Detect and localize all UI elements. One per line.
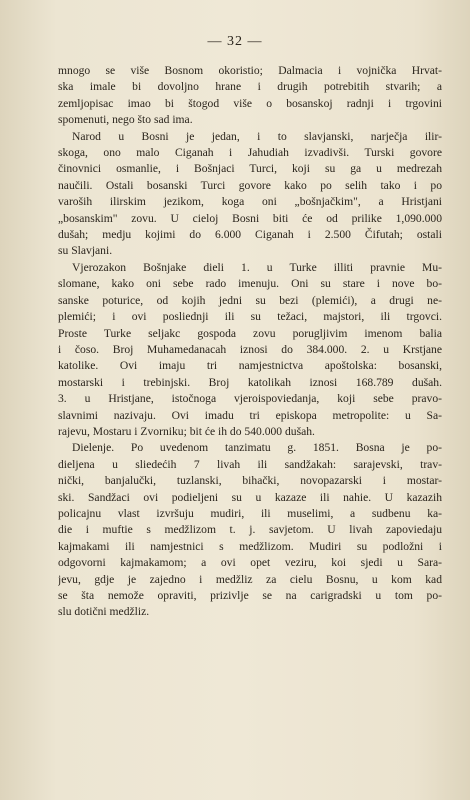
- paragraph: [58, 63, 442, 129]
- text-line: skoga, ono malo Ciganah i Jahudiah izvadivši. Turski govore: [58, 146, 442, 160]
- text-line: policajnu vlast izvršuju mudiri, ili muselimi, a sudbenu ka-: [58, 506, 442, 520]
- text-line: ski. Sandžaci ovi podieljeni su u kazaze ili nahie. U kazazih: [58, 490, 442, 504]
- text-line: katolike. Ovi imaju tri namjestnictva apoštolska: bosanski,: [58, 359, 442, 373]
- text-line: „bosanskim" zovu. U cieloj Bosni biti će od prilike 1,090.000: [58, 211, 442, 225]
- text-line: nički, banjalučki, tuzlanski, bihački, novopazarski i mostar-: [58, 474, 442, 488]
- text-line: dieljena u sliedećih 7 livah ili sandžakah: sarajevski, trav-: [58, 457, 442, 471]
- text-line: sanske poturice, od kojih jedni su bezi (plemići), a drugi ne-: [58, 293, 442, 307]
- text-line: naučili. Ostali bosanski Turci govore kako po selih tako i po: [58, 178, 442, 192]
- text-line: Narod u Bosni je jedan, i to slavjanski, narječja ilir-: [72, 129, 442, 143]
- text-line: zemljopisac imao bi štogod više o bosanskoj radnji i trgovini: [58, 96, 442, 110]
- body-text: [58, 63, 442, 621]
- text-line: plemići; i ovi posliednji ili su težaci, majstori, ili trgovci.: [58, 310, 442, 324]
- text-line: slavnimi nazivaju. Ovi imadu tri episkopa metropolite: u Sa-: [58, 408, 442, 422]
- text-line: rajevu, Mostaru i Zvorniku; bit će ih do 540.000 dušah.: [58, 424, 315, 438]
- text-line: činovnici osmanlie, i Bošnjaci Turci, koji su ga u medrezah: [58, 162, 442, 176]
- text-line: jevu, gdje je zajedno i medžliz za cielu Bosnu, u kom kad: [58, 572, 442, 586]
- text-line: ska imale bi dovoljno hrane i drugih potrebitih stvarih; a: [58, 80, 442, 94]
- text-line: odgovorni kajmakamom; a ovi opet veziru, koi sjedi u Sara-: [58, 556, 442, 570]
- text-line: Vjerozakon Bošnjake dieli 1. u Turke illiti pravnie Mu-: [72, 260, 442, 274]
- text-line: varoših ilirskim jezikom, koga oni „bošnjačkim", a Hristjani: [58, 195, 442, 209]
- text-line: Dielenje. Po uvedenom tanzimatu g. 1851. Bosna je po-: [72, 441, 442, 455]
- text-line: 3. u Hristjane, istočnoga vjeroispoviedanja, koji sebe pravo-: [58, 392, 442, 406]
- text-line: su Slavjani.: [58, 244, 113, 258]
- text-line: mnogo se više Bosnom okoristio; Dalmacia i vojnička Hrvat-: [58, 64, 442, 77]
- text-line: kajmakami ili namjestnici s medžlizom. Mudiri su podložni i: [58, 539, 442, 553]
- text-line: dušah; medju kojimi do 6.000 Ciganah i 2.500 Čifutah; ostali: [58, 228, 442, 242]
- paragraph: [58, 440, 442, 620]
- text-line: mostarski i trebinjski. Broj katolikah iznosi 168.789 dušah.: [58, 375, 442, 389]
- page-number: — 32 —: [207, 34, 263, 49]
- text-line: slomane, kako oni sebe rado imenuju. Oni su stare i nove bo-: [58, 277, 442, 291]
- text-line: i čoso. Broj Muhamedanacah iznosi do 384.000. 2. u Krstjane: [58, 342, 442, 356]
- text-line: se šta nemože opraviti, prizivlje se na carigradski u tom po-: [58, 589, 442, 602]
- text-line: die i muftie s medžlizom t. j. savjetom. U livah zapoviedaju: [58, 523, 442, 537]
- text-line: Proste Turke seljakc gospoda zovu poruglјivim imenom balia: [58, 326, 442, 340]
- paragraph: [58, 260, 442, 440]
- paragraph: [58, 129, 442, 260]
- text-line: slu dotični medžliz.: [58, 605, 150, 619]
- text-line: spomenuti, nego što sad ima.: [58, 113, 193, 127]
